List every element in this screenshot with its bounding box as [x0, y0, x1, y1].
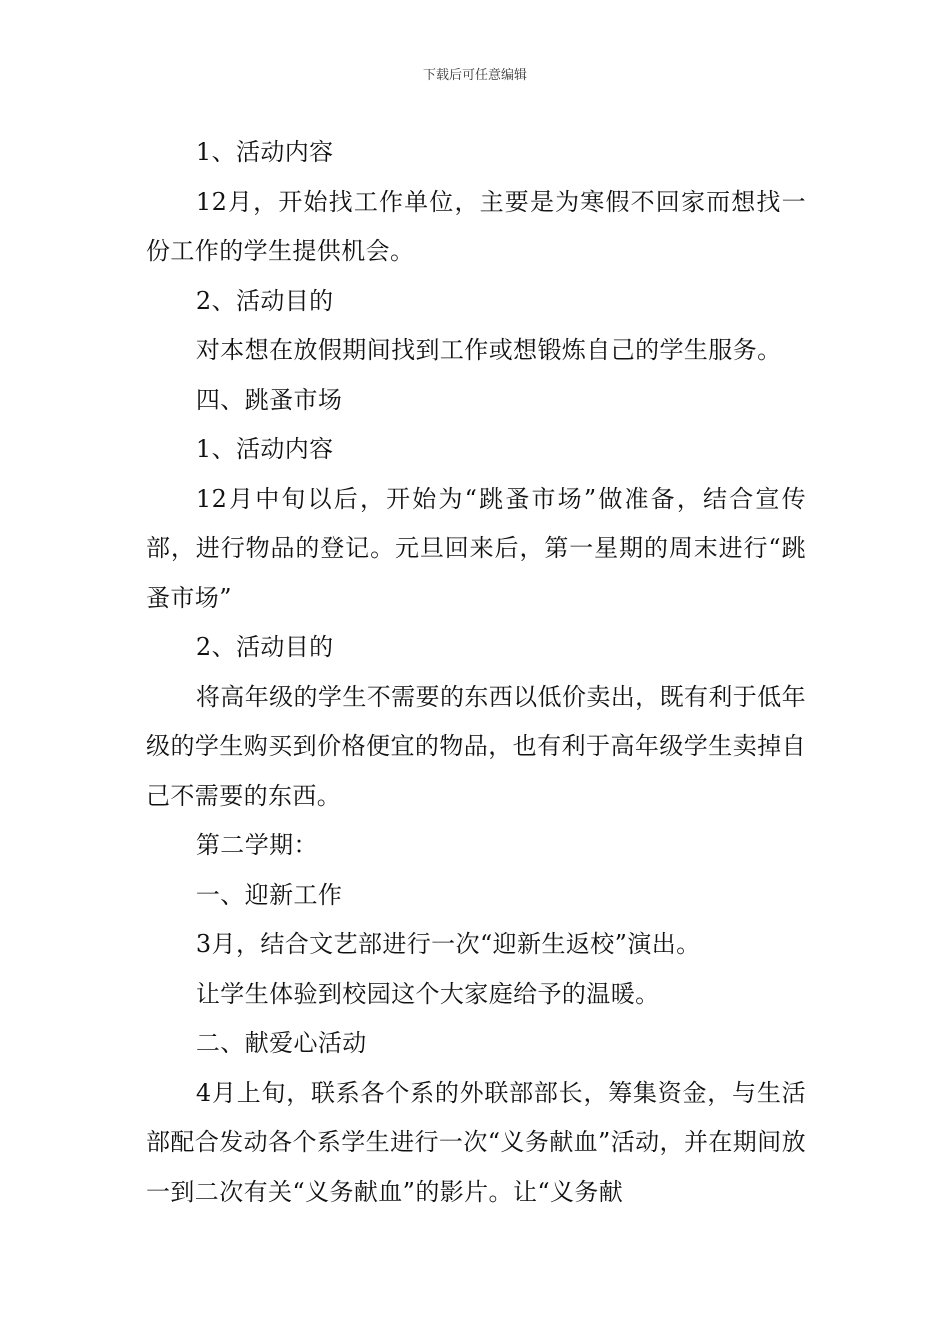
paragraph: 对本想在放假期间找到工作或想锻炼自己的学生服务。 [195, 336, 782, 364]
paragraph: 一、迎新工作 [195, 880, 343, 909]
paragraph: 12月中旬以后，开始为“跳蚤市场”做准备，结合宣传部，进行物品的登记。元旦回来后，第一星期的周末进行“跳蚤市场” [146, 484, 806, 612]
paragraph: 12月，开始找工作单位，主要是为寒假不回家而想找一份工作的学生提供机会。 [146, 187, 806, 265]
paragraph: 4月上旬，联系各个系的外联部部长，筹集资金，与生活部配合发动各个系学生进行一次“义务献血”活动，并在期间放一到二次有关“义务献血”的影片。让“义务献 [146, 1078, 806, 1206]
document-body [146, 128, 806, 1217]
paragraph: 3月，结合文艺部进行一次“迎新生返校”演出。 [195, 930, 701, 958]
paragraph: 1、活动内容 [195, 435, 334, 463]
paragraph: 让学生体验到校园这个大家庭给予的温暖。 [195, 979, 660, 1008]
page-header: 下载后可任意编辑 [422, 68, 527, 83]
paragraph: 将高年级的学生不需要的东西以低价卖出，既有利于低年级的学生购买到价格便宜的物品，也有利于高年级学生卖掉自己不需要的东西。 [146, 682, 806, 810]
paragraph: 二、献爱心活动 [195, 1029, 367, 1057]
paragraph: 第二学期： [195, 831, 318, 859]
paragraph: 四、跳蚤市场 [195, 385, 343, 414]
paragraph: 2、活动目的 [195, 633, 334, 661]
paragraph: 1、活动内容 [195, 138, 334, 166]
paragraph: 2、活动目的 [195, 286, 334, 315]
